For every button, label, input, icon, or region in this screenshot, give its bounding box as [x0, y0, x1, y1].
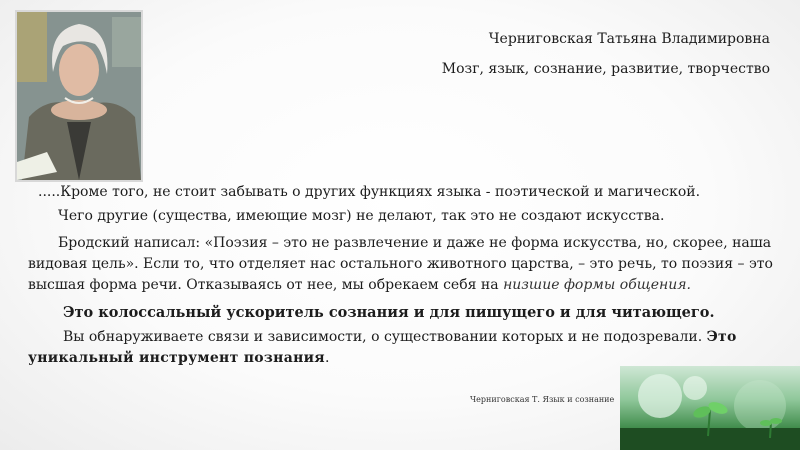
paragraph-1: .....Кроме того, не стоит забывать о других функциях языка - поэтической и магической.: [38, 184, 701, 200]
paragraph-5-text: Вы обнаруживаете связи и зависимости, о существовании которых и не подозревали.: [63, 329, 707, 345]
book-title: Мозг, язык, сознание, развитие, творчество: [441, 61, 770, 77]
paragraph-5-bold: Это уникальный инструмент познания: [28, 329, 737, 366]
nature-photo: [620, 366, 800, 450]
paragraph-3-text: Бродский написал: «Поэзия – это не развлечение и даже не форма искусства, но, скорее, наша видовая цель». Если то, что отделяет нас остального животного царства, – это речь, то поэзия – это высшая форма речи. Отказываясь от нее, мы обрекаем себя на: [28, 235, 773, 293]
paragraph-3: [28, 233, 773, 296]
author-name: Черниговская Татьяна Владимировна: [488, 31, 770, 47]
paragraph-3-italic: низшие формы общения.: [503, 277, 691, 293]
paragraph-5-end: .: [324, 350, 330, 366]
source-citation: Черниговская Т. Язык и сознание: [470, 395, 615, 404]
paragraph-4: Это колоссальный ускоритель сознания и для пишущего и для читающего.: [63, 304, 715, 321]
paragraph-2: Чего другие (существа, имеющие мозг) не делают, так это не создают искусства.: [58, 208, 665, 224]
slide-header: [442, 30, 770, 78]
author-portrait: [15, 10, 143, 182]
paragraph-5: [28, 327, 773, 369]
quote-body: [28, 182, 773, 369]
